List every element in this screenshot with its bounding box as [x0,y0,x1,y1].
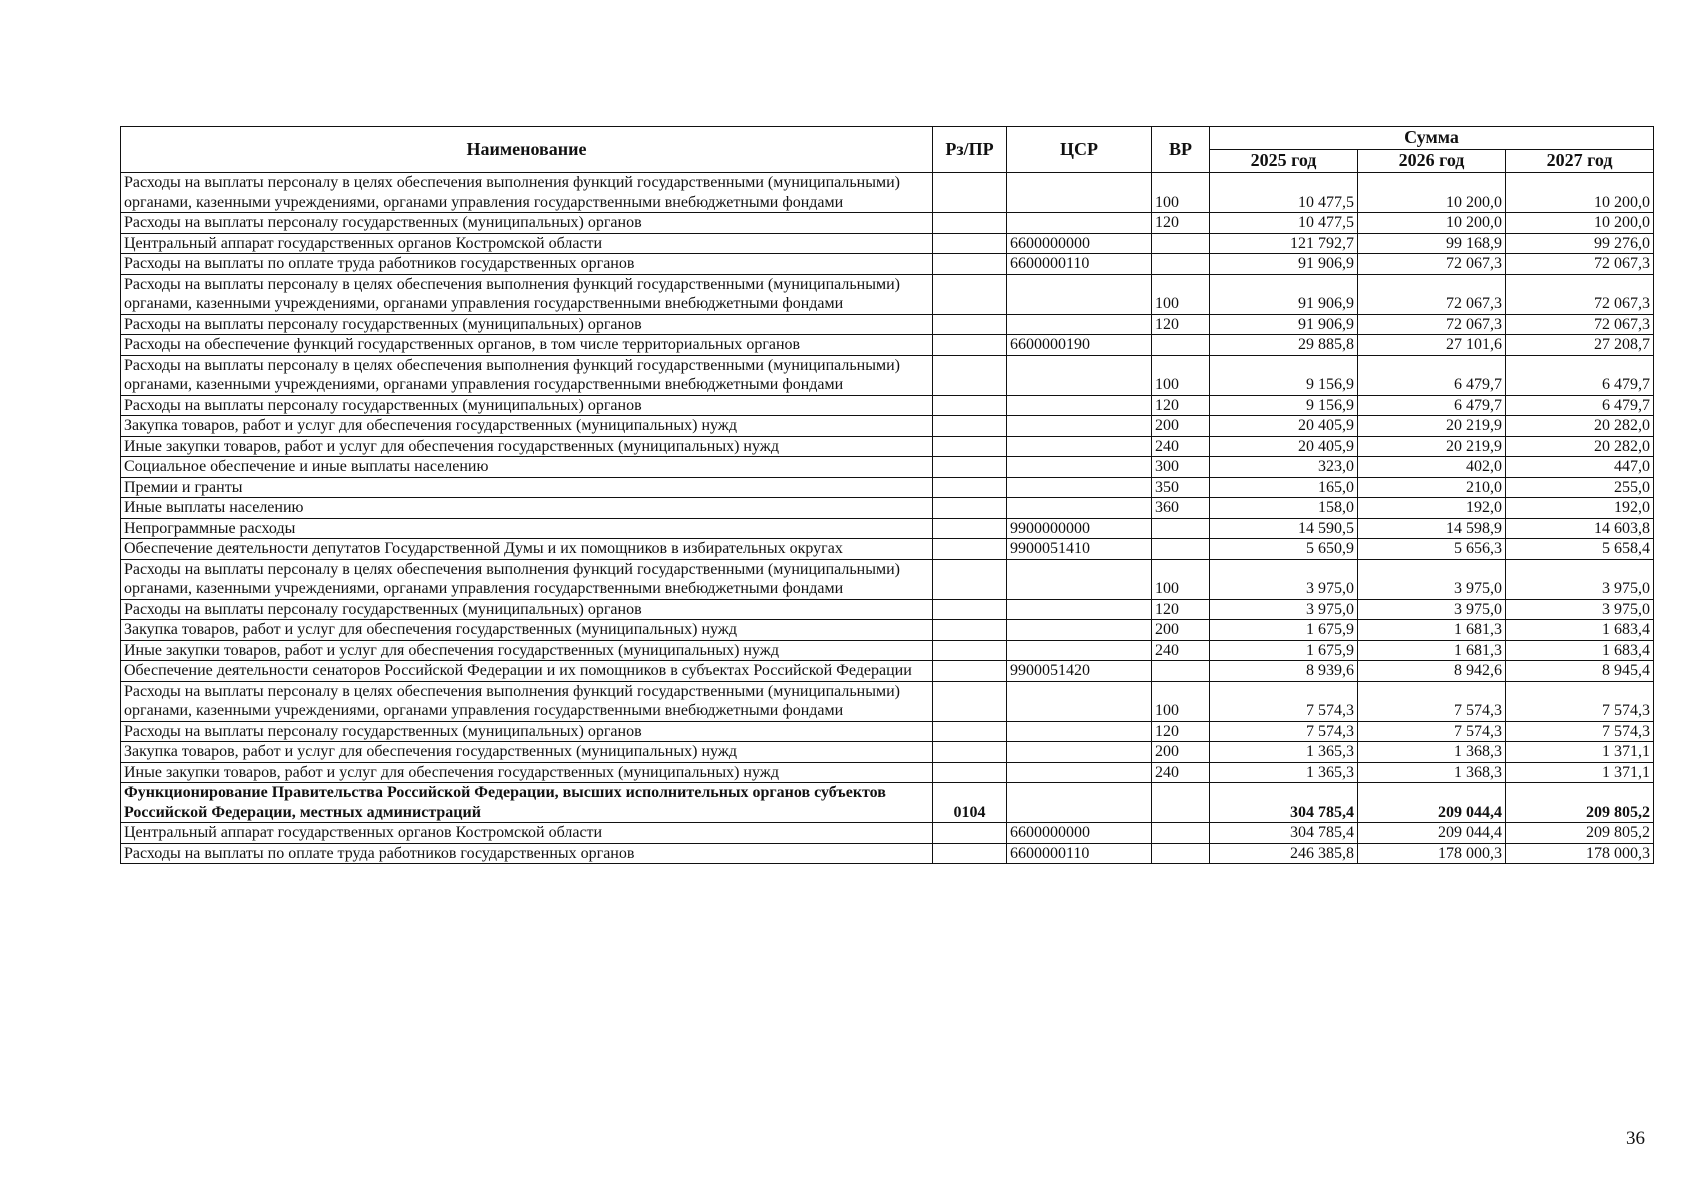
table-row [121,395,1654,416]
row-csr-cell [1007,355,1152,395]
row-2025-cell: 8 939,6 [1210,661,1358,682]
row-vr-cell: 350 [1152,477,1210,498]
row-2026-cell: 14 598,9 [1358,518,1506,539]
row-name-cell: Обеспечение деятельности депутатов Государственной Думы и их помощников в избирательных округах [121,539,933,560]
row-vr-cell [1152,661,1210,682]
table-row [121,355,1654,395]
table-row [121,721,1654,742]
row-name-cell: Расходы на выплаты персоналу государственных (муниципальных) органов [121,721,933,742]
row-rzpr-cell [933,559,1007,599]
header-name: Наименование [121,127,933,173]
row-csr-cell [1007,762,1152,783]
row-rzpr-cell [933,539,1007,560]
row-2026-cell: 20 219,9 [1358,416,1506,437]
row-rzpr-cell [933,721,1007,742]
row-name-cell: Обеспечение деятельности сенаторов Российской Федерации и их помощников в субъектах Российской Федерации [121,661,933,682]
row-rzpr-cell [933,599,1007,620]
row-csr-cell [1007,477,1152,498]
header-year-2025: 2025 год [1210,150,1358,173]
table-row [121,539,1654,560]
row-name-cell: Иные выплаты населению [121,498,933,519]
row-2025-cell: 91 906,9 [1210,254,1358,275]
row-rzpr-cell [933,173,1007,213]
row-2027-cell: 20 282,0 [1506,436,1654,457]
row-2027-cell: 10 200,0 [1506,173,1654,213]
row-2025-cell: 304 785,4 [1210,823,1358,844]
table-row [121,620,1654,641]
row-rzpr-cell [933,742,1007,763]
row-2026-cell: 7 574,3 [1358,721,1506,742]
row-2025-cell: 165,0 [1210,477,1358,498]
row-2026-cell: 3 975,0 [1358,599,1506,620]
row-2026-cell: 99 168,9 [1358,233,1506,254]
row-rzpr-cell [933,233,1007,254]
row-csr-cell [1007,640,1152,661]
row-2027-cell: 5 658,4 [1506,539,1654,560]
row-rzpr-cell [933,416,1007,437]
row-csr-cell [1007,681,1152,721]
row-2025-cell: 1 365,3 [1210,762,1358,783]
row-name-cell: Иные закупки товаров, работ и услуг для обеспечения государственных (муниципальных) нужд [121,436,933,457]
row-name-cell: Закупка товаров, работ и услуг для обеспечения государственных (муниципальных) нужд [121,742,933,763]
row-2027-cell: 72 067,3 [1506,274,1654,314]
row-rzpr-cell [933,518,1007,539]
table-row [121,477,1654,498]
row-2025-cell: 1 675,9 [1210,620,1358,641]
row-vr-cell: 360 [1152,498,1210,519]
row-name-cell: Расходы на выплаты персоналу государственных (муниципальных) органов [121,213,933,234]
row-csr-cell: 9900051420 [1007,661,1152,682]
row-csr-cell [1007,498,1152,519]
row-2026-cell: 3 975,0 [1358,559,1506,599]
row-2025-cell: 10 477,5 [1210,173,1358,213]
row-2027-cell: 99 276,0 [1506,233,1654,254]
row-2026-cell: 8 942,6 [1358,661,1506,682]
row-name-cell: Закупка товаров, работ и услуг для обеспечения государственных (муниципальных) нужд [121,620,933,641]
row-rzpr-cell [933,355,1007,395]
row-2027-cell: 3 975,0 [1506,559,1654,599]
row-2027-cell: 255,0 [1506,477,1654,498]
row-2026-cell: 209 044,4 [1358,823,1506,844]
row-vr-cell: 100 [1152,274,1210,314]
row-vr-cell: 100 [1152,173,1210,213]
table-row [121,233,1654,254]
row-2025-cell: 7 574,3 [1210,721,1358,742]
row-2026-cell: 10 200,0 [1358,213,1506,234]
row-name-cell: Центральный аппарат государственных органов Костромской области [121,823,933,844]
row-name-cell: Расходы на обеспечение функций государственных органов, в том числе территориальных органов [121,335,933,356]
table-row [121,173,1654,213]
row-2025-cell: 20 405,9 [1210,416,1358,437]
table-row [121,335,1654,356]
row-2026-cell: 27 101,6 [1358,335,1506,356]
row-rzpr-cell [933,314,1007,335]
row-2025-cell: 1 675,9 [1210,640,1358,661]
row-2025-cell: 91 906,9 [1210,314,1358,335]
row-vr-cell: 120 [1152,599,1210,620]
row-2025-cell: 1 365,3 [1210,742,1358,763]
row-2026-cell: 210,0 [1358,477,1506,498]
row-rzpr-cell [933,843,1007,864]
row-csr-cell [1007,457,1152,478]
header-csr: ЦСР [1007,127,1152,173]
row-2025-cell: 323,0 [1210,457,1358,478]
row-csr-cell: 9900000000 [1007,518,1152,539]
row-rzpr-cell [933,436,1007,457]
row-2026-cell: 72 067,3 [1358,254,1506,275]
row-csr-cell [1007,620,1152,641]
table-row [121,742,1654,763]
table-row [121,213,1654,234]
row-csr-cell: 6600000000 [1007,823,1152,844]
row-2025-cell: 91 906,9 [1210,274,1358,314]
row-vr-cell: 240 [1152,762,1210,783]
row-2026-cell: 209 044,4 [1358,783,1506,823]
row-rzpr-cell [933,254,1007,275]
row-2027-cell: 10 200,0 [1506,213,1654,234]
row-vr-cell: 240 [1152,436,1210,457]
row-vr-cell: 300 [1152,457,1210,478]
row-csr-cell [1007,395,1152,416]
row-2026-cell: 72 067,3 [1358,314,1506,335]
row-name-cell: Расходы на выплаты персоналу в целях обеспечения выполнения функций государственными (муниципальными) органами, казенными учреждениями, органами управления государственными внебюджетными фондами [121,274,933,314]
row-rzpr-cell [933,640,1007,661]
row-2027-cell: 1 371,1 [1506,762,1654,783]
row-2026-cell: 178 000,3 [1358,843,1506,864]
row-2027-cell: 447,0 [1506,457,1654,478]
row-vr-cell: 100 [1152,559,1210,599]
row-rzpr-cell [933,498,1007,519]
row-2027-cell: 20 282,0 [1506,416,1654,437]
row-2027-cell: 8 945,4 [1506,661,1654,682]
row-rzpr-cell [933,395,1007,416]
row-name-cell: Расходы на выплаты персоналу в целях обеспечения выполнения функций государственными (муниципальными) органами, казенными учреждениями, органами управления государственными внебюджетными фондами [121,173,933,213]
row-csr-cell [1007,416,1152,437]
row-csr-cell: 6600000000 [1007,233,1152,254]
row-2025-cell: 9 156,9 [1210,355,1358,395]
row-name-cell: Расходы на выплаты персоналу государственных (муниципальных) органов [121,395,933,416]
row-2025-cell: 304 785,4 [1210,783,1358,823]
row-csr-cell [1007,436,1152,457]
row-2026-cell: 6 479,7 [1358,355,1506,395]
row-vr-cell: 200 [1152,742,1210,763]
row-csr-cell [1007,213,1152,234]
row-name-cell: Расходы на выплаты персоналу в целях обеспечения выполнения функций государственными (муниципальными) органами, казенными учреждениями, органами управления государственными внебюджетными фондами [121,681,933,721]
row-vr-cell [1152,233,1210,254]
row-rzpr-cell [933,620,1007,641]
row-vr-cell: 120 [1152,213,1210,234]
row-vr-cell: 100 [1152,681,1210,721]
row-vr-cell [1152,783,1210,823]
row-vr-cell: 200 [1152,620,1210,641]
row-name-cell: Расходы на выплаты по оплате труда работников государственных органов [121,254,933,275]
row-2027-cell: 192,0 [1506,498,1654,519]
row-2026-cell: 7 574,3 [1358,681,1506,721]
row-csr-cell [1007,314,1152,335]
row-name-cell: Расходы на выплаты персоналу в целях обеспечения выполнения функций государственными (муниципальными) органами, казенными учреждениями, органами управления государственными внебюджетными фондами [121,559,933,599]
table-row [121,640,1654,661]
row-name-cell: Расходы на выплаты персоналу государственных (муниципальных) органов [121,599,933,620]
row-name-cell: Расходы на выплаты по оплате труда работников государственных органов [121,843,933,864]
row-vr-cell: 200 [1152,416,1210,437]
table-row [121,823,1654,844]
row-2025-cell: 29 885,8 [1210,335,1358,356]
row-2027-cell: 27 208,7 [1506,335,1654,356]
row-vr-cell: 120 [1152,314,1210,335]
row-vr-cell [1152,823,1210,844]
table-row [121,416,1654,437]
row-csr-cell: 6600000190 [1007,335,1152,356]
table-row [121,314,1654,335]
row-vr-cell [1152,843,1210,864]
row-2027-cell: 7 574,3 [1506,721,1654,742]
table-row [121,783,1654,823]
row-2025-cell: 158,0 [1210,498,1358,519]
row-2026-cell: 1 681,3 [1358,640,1506,661]
header-year-2027: 2027 год [1506,150,1654,173]
row-name-cell: Премии и гранты [121,477,933,498]
row-2027-cell: 72 067,3 [1506,314,1654,335]
row-rzpr-cell [933,457,1007,478]
row-csr-cell: 6600000110 [1007,254,1152,275]
row-2026-cell: 1 368,3 [1358,742,1506,763]
header-year-2026: 2026 год [1358,150,1506,173]
row-2027-cell: 6 479,7 [1506,355,1654,395]
row-name-cell: Расходы на выплаты персоналу в целях обеспечения выполнения функций государственными (муниципальными) органами, казенными учреждениями, органами управления государственными внебюджетными фондами [121,355,933,395]
row-2027-cell: 1 371,1 [1506,742,1654,763]
table-row [121,681,1654,721]
row-vr-cell [1152,518,1210,539]
row-2026-cell: 6 479,7 [1358,395,1506,416]
row-name-cell: Непрограммные расходы [121,518,933,539]
row-2026-cell: 5 656,3 [1358,539,1506,560]
row-2027-cell: 7 574,3 [1506,681,1654,721]
header-sum: Сумма [1210,127,1654,150]
row-2026-cell: 10 200,0 [1358,173,1506,213]
row-csr-cell [1007,783,1152,823]
row-csr-cell [1007,721,1152,742]
row-rzpr-cell: 0104 [933,783,1007,823]
row-csr-cell [1007,274,1152,314]
table-row [121,599,1654,620]
row-rzpr-cell [933,213,1007,234]
row-vr-cell [1152,335,1210,356]
row-rzpr-cell [933,335,1007,356]
page-number: 36 [1626,1128,1645,1149]
table-row [121,498,1654,519]
row-2025-cell: 7 574,3 [1210,681,1358,721]
row-2025-cell: 3 975,0 [1210,559,1358,599]
row-2027-cell: 178 000,3 [1506,843,1654,864]
row-2027-cell: 1 683,4 [1506,640,1654,661]
row-vr-cell [1152,539,1210,560]
row-vr-cell: 100 [1152,355,1210,395]
row-2025-cell: 121 792,7 [1210,233,1358,254]
row-vr-cell: 120 [1152,395,1210,416]
row-rzpr-cell [933,762,1007,783]
row-2025-cell: 14 590,5 [1210,518,1358,539]
row-csr-cell: 9900051410 [1007,539,1152,560]
row-csr-cell [1007,599,1152,620]
row-2026-cell: 1 681,3 [1358,620,1506,641]
header-rzpr: Рз/ПР [933,127,1007,173]
row-2026-cell: 192,0 [1358,498,1506,519]
row-csr-cell [1007,559,1152,599]
row-name-cell: Иные закупки товаров, работ и услуг для обеспечения государственных (муниципальных) нужд [121,762,933,783]
row-rzpr-cell [933,477,1007,498]
table-row [121,254,1654,275]
table-row [121,274,1654,314]
row-2025-cell: 9 156,9 [1210,395,1358,416]
row-2027-cell: 3 975,0 [1506,599,1654,620]
row-2026-cell: 402,0 [1358,457,1506,478]
row-name-cell: Иные закупки товаров, работ и услуг для обеспечения государственных (муниципальных) нужд [121,640,933,661]
row-csr-cell: 6600000110 [1007,843,1152,864]
row-csr-cell [1007,173,1152,213]
table-row [121,843,1654,864]
row-vr-cell: 240 [1152,640,1210,661]
table-body [121,173,1654,864]
row-2025-cell: 5 650,9 [1210,539,1358,560]
header-vr: ВР [1152,127,1210,173]
table-row [121,436,1654,457]
row-2026-cell: 72 067,3 [1358,274,1506,314]
table-row [121,559,1654,599]
table-row [121,661,1654,682]
row-csr-cell [1007,742,1152,763]
row-rzpr-cell [933,681,1007,721]
row-rzpr-cell [933,274,1007,314]
row-2027-cell: 209 805,2 [1506,823,1654,844]
row-2027-cell: 209 805,2 [1506,783,1654,823]
row-vr-cell: 120 [1152,721,1210,742]
row-2025-cell: 3 975,0 [1210,599,1358,620]
row-2025-cell: 20 405,9 [1210,436,1358,457]
table-row [121,762,1654,783]
row-rzpr-cell [933,823,1007,844]
table-row [121,518,1654,539]
row-2027-cell: 72 067,3 [1506,254,1654,275]
budget-table [120,126,1654,864]
row-2025-cell: 10 477,5 [1210,213,1358,234]
row-rzpr-cell [933,661,1007,682]
row-vr-cell [1152,254,1210,275]
row-2027-cell: 6 479,7 [1506,395,1654,416]
row-name-cell: Закупка товаров, работ и услуг для обеспечения государственных (муниципальных) нужд [121,416,933,437]
table-row [121,457,1654,478]
row-name-cell: Социальное обеспечение и иные выплаты населению [121,457,933,478]
row-name-cell: Функционирование Правительства Российской Федерации, высших исполнительных органов субъектов Российской Федерации, местных администраций [121,783,933,823]
row-name-cell: Расходы на выплаты персоналу государственных (муниципальных) органов [121,314,933,335]
row-2025-cell: 246 385,8 [1210,843,1358,864]
row-name-cell: Центральный аппарат государственных органов Костромской области [121,233,933,254]
row-2027-cell: 1 683,4 [1506,620,1654,641]
row-2026-cell: 20 219,9 [1358,436,1506,457]
row-2027-cell: 14 603,8 [1506,518,1654,539]
row-2026-cell: 1 368,3 [1358,762,1506,783]
